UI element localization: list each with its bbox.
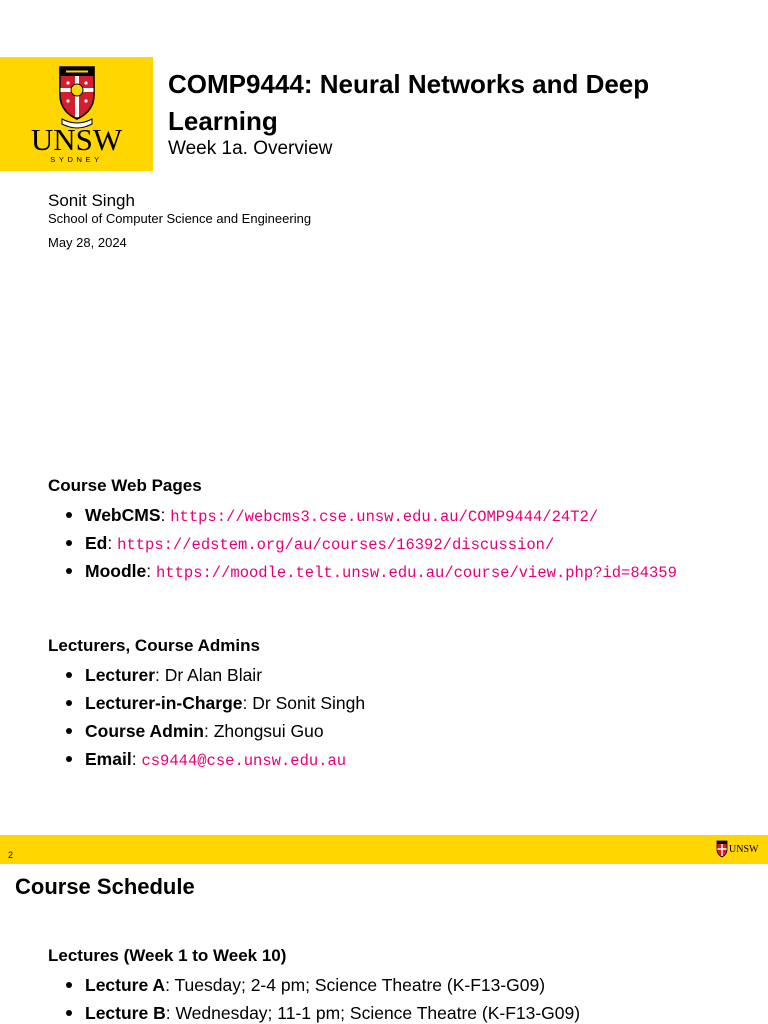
lectures-list [62,975,580,1024]
separator: : [155,665,165,685]
staff-role: Email [85,749,132,769]
separator: : [242,693,253,713]
list-item [62,1003,580,1024]
lectures-heading: Lectures (Week 1 to Week 10) [48,946,287,965]
list-item [62,749,365,777]
list-item [62,721,365,749]
lecture-label: Lecture A [85,975,166,995]
author-name: Sonit Singh [48,191,135,210]
list-item [62,975,580,1003]
separator: : [203,721,214,741]
link-label: WebCMS [85,505,161,525]
bullet-icon [66,700,72,706]
bullet-icon [66,982,72,988]
course-web-pages-list [62,505,677,589]
course-staff-list [62,665,365,777]
separator: : [131,749,142,769]
link-label: Ed [85,533,108,553]
separator: : [165,975,175,995]
list-item [62,533,677,561]
bullet-icon [66,512,72,518]
bullet-icon [66,540,72,546]
list-item [62,505,677,533]
slide-title: Course Schedule [15,874,195,899]
unsw-crest-icon [0,57,153,171]
separator: : [165,1003,176,1023]
list-item [62,693,365,721]
presentation-date: May 28, 2024 [48,235,127,250]
svg-text:UNSW: UNSW [30,122,123,157]
staff-role: Course Admin [85,721,204,741]
svg-text:UNSW: UNSW [729,844,759,855]
bullet-icon [66,672,72,678]
staff-role: Lecturer [85,665,156,685]
bullet-icon [66,1010,72,1016]
course-staff-heading: Lecturers, Course Admins [48,636,260,655]
list-item [62,665,365,693]
course-web-pages-heading: Course Web Pages [48,476,202,495]
list-item [62,561,677,589]
lecture-details: Tuesday; 2-4 pm; Science Theatre (K-F13-G09) [174,975,546,995]
email-link[interactable]: cs9444@cse.unsw.edu.au [141,752,347,770]
unsw-logo [0,57,153,171]
svg-text:SYDNEY: SYDNEY [50,155,103,164]
moodle-link[interactable]: https://moodle.telt.unsw.edu.au/course/view.php?id=84359 [155,564,677,582]
unsw-mini-logo-icon [716,840,760,860]
link-label: Moodle [85,561,147,581]
separator: : [146,561,156,581]
webcms-link[interactable]: https://webcms3.cse.unsw.edu.au/COMP9444/24T2/ [170,508,599,526]
bullet-icon [66,756,72,762]
presentation-subtitle: Week 1a. Overview [168,138,333,159]
lecture-label: Lecture B [85,1003,166,1023]
staff-name: Dr Alan Blair [164,665,263,685]
slide-footer-band [0,835,768,864]
staff-name: Dr Sonit Singh [252,693,366,713]
separator: : [160,505,171,525]
presentation-title: COMP9444: Neural Networks and Deep Learning [168,69,650,136]
staff-role: Lecturer-in-Charge [85,693,243,713]
page-number: 2 [8,850,14,860]
ed-link[interactable]: https://edstem.org/au/courses/16392/discussion/ [117,536,555,554]
author-institution: School of Computer Science and Engineering [48,211,312,226]
lecture-details: Wednesday; 11-1 pm; Science Theatre (K-F13-G09) [175,1003,581,1023]
staff-name: Zhongsui Guo [213,721,324,741]
bullet-icon [66,728,72,734]
bullet-icon [66,568,72,574]
separator: : [107,533,118,553]
